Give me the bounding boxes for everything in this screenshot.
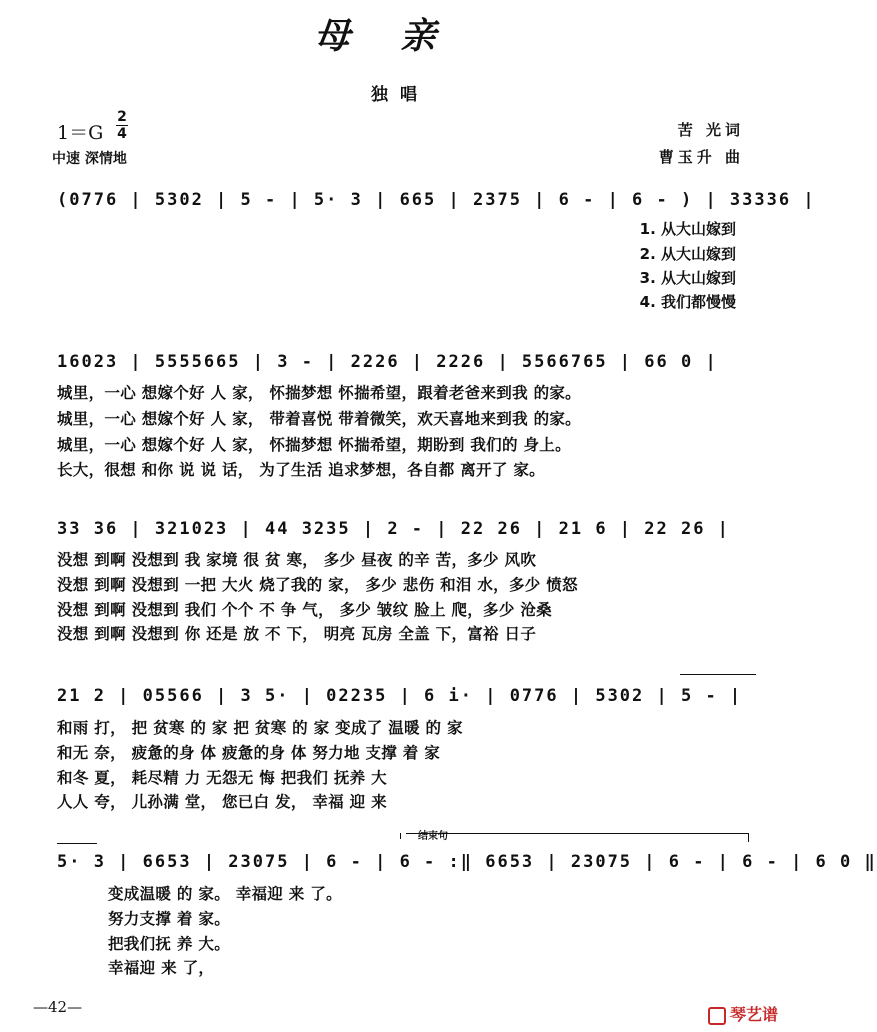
lyricist-credit: 苦 光词 (677, 121, 744, 139)
tie-line (680, 674, 756, 681)
lyric-line: 和无 奈， 疲惫的身 体 疲惫的身 体 努力地 支撑 着 家 (57, 744, 441, 762)
page-number: —42— (33, 998, 83, 1016)
verse-label-1: 1. 从大山嫁到 (639, 220, 736, 238)
lyric-line: 长大，很想 和你 说 说 话， 为了生活 追求梦想，各自都 离开了 家。 (57, 461, 545, 479)
verse-label-3: 3. 从大山嫁到 (639, 269, 736, 287)
performance-type: 独唱 (371, 85, 429, 105)
lyric-line: 幸福迎 来 了， (108, 959, 215, 977)
time-signature (116, 109, 128, 142)
staff-line-1: (0776 | 5302 | 5 - | 5· 3 | 665 | 2375 | 6 - | 6 - ) | 33336 | (57, 190, 816, 210)
staff-line-2: 16023 | 5555665 | 3 - | 2226 | 2226 | 5566765 | 66 0 | (57, 352, 718, 372)
song-title: 母亲 (313, 15, 486, 57)
logo-text: 琴艺谱 (730, 1005, 779, 1024)
verse-label-2: 2. 从大山嫁到 (639, 245, 736, 263)
ending-label: 结束句 (418, 831, 448, 842)
ending-bracket-tick (400, 833, 401, 839)
lyric-line: 没想 到啊 没想到 一把 大火 烧了我的 家， 多少 悲伤 和泪 水，多少 愤怒 (57, 576, 578, 594)
time-signature-bottom: 4 (117, 126, 127, 142)
lyric-line: 没想 到啊 没想到 你 还是 放 不 下， 明亮 瓦房 全盖 下，富裕 日子 (57, 625, 537, 643)
lyric-line: 变成温暖 的 家。 幸福迎 来 了。 (108, 885, 342, 903)
lyric-line: 人人 夸， 儿孙满 堂， 您已白 发， 幸福 迎 来 (57, 793, 387, 811)
ending-bracket (406, 833, 749, 842)
lyric-line: 和雨 打， 把 贫寒 的 家 把 贫寒 的 家 变成了 温暖 的 家 (57, 719, 463, 737)
tie-line (57, 843, 97, 844)
key-signature: 1＝G (57, 122, 104, 144)
lyric-line: 把我们抚 养 大。 (108, 935, 230, 953)
lyric-line: 努力支撑 着 家。 (108, 910, 230, 928)
tempo-marking: 中速 深情地 (52, 151, 127, 167)
verse-label-4: 4. 我们都慢慢 (639, 293, 736, 311)
time-signature-top: 2 (117, 109, 127, 125)
site-logo[interactable] (708, 1002, 778, 1025)
lyric-line: 城里，一心 想嫁个好 人 家， 怀揣梦想 怀揣希望，跟着老爸来到我 的家。 (57, 384, 581, 402)
lyric-line: 没想 到啊 没想到 我们 个个 不 争 气， 多少 皱纹 脸上 爬，多少 沧桑 (57, 601, 552, 619)
lyric-line: 没想 到啊 没想到 我 家境 很 贫 寒， 多少 昼夜 的辛 苦，多少 风吹 (57, 551, 537, 569)
music-icon (708, 1007, 726, 1025)
lyric-line: 城里，一心 想嫁个好 人 家， 带着喜悦 带着微笑，欢天喜地来到我 的家。 (57, 410, 581, 428)
staff-line-4: 21 2 | 05566 | 3 5· | 02235 | 6 i· | 0776 | 5302 | 5 - | (57, 686, 743, 706)
composer-credit: 曹玉升 曲 (658, 148, 744, 166)
staff-line-3: 33 36 | 321023 | 44 3235 | 2 - | 22 26 | 21 6 | 22 26 | (57, 519, 730, 539)
staff-line-5: 5· 3 | 6653 | 23075 | 6 - | 6 - :‖ 6653 | 23075 | 6 - | 6 - | 6 0 ‖ (57, 852, 877, 872)
lyric-line: 和冬 夏， 耗尽精 力 无怨无 悔 把我们 抚养 大 (57, 769, 387, 787)
lyric-line: 城里，一心 想嫁个好 人 家， 怀揣梦想 怀揣希望，期盼到 我们的 身上。 (57, 436, 571, 454)
